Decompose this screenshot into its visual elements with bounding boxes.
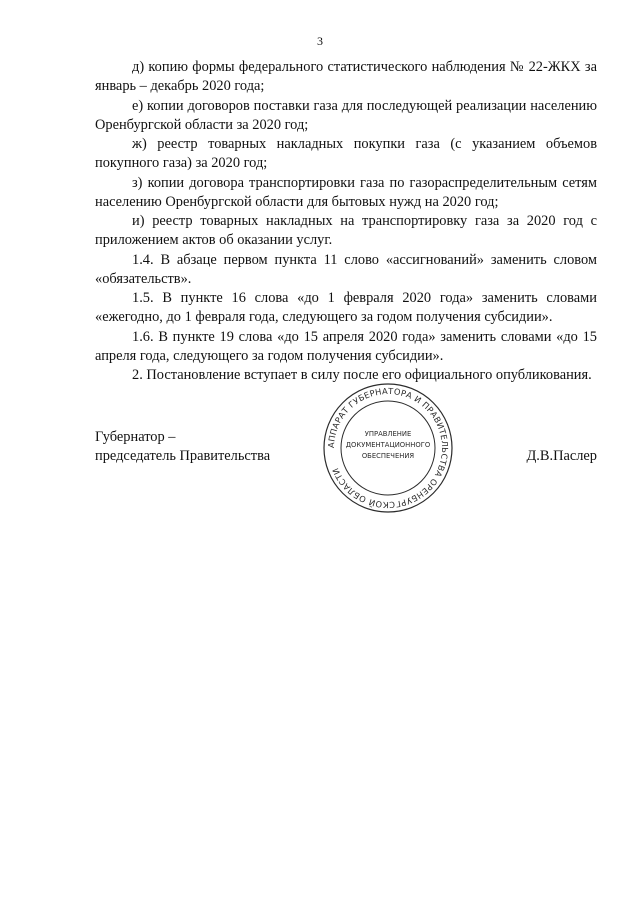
paragraph-e: е) копии договоров поставки газа для последующей реализации населению Оренбургской области за 2020 год; bbox=[95, 97, 597, 133]
page-number: 3 bbox=[317, 34, 323, 48]
paragraph-d: д) копию формы федерального статистического наблюдения № 22-ЖКХ за январь – декабрь 2020 года; bbox=[95, 59, 597, 94]
signatory-title-line1: Губернатор – bbox=[95, 429, 176, 445]
paragraph-1-6: 1.6. В пункте 19 слова «до 15 апреля 2020 года» заменить словами «до 15 апреля года, следующего за годом получения субсидии». bbox=[95, 328, 597, 364]
paragraph-2: 2. Постановление вступает в силу после его официального опубликования. bbox=[132, 367, 592, 383]
official-stamp bbox=[321, 381, 455, 515]
signatory-title-line2: председатель Правительства bbox=[95, 448, 271, 464]
stamp-center-line3: ОБЕСПЕЧЕНИЯ bbox=[361, 452, 415, 460]
paragraph-zh: ж) реестр товарных накладных покупки газа (с указанием объемов покупного газа) за 2020 год; bbox=[95, 136, 597, 171]
paragraph-z: з) копии договора транспортировки газа по газораспределительным сетям населению Оренбургской области для бытовых нужд на 2020 год; bbox=[95, 174, 597, 210]
stamp-center-line1: УПРАВЛЕНИЕ bbox=[364, 430, 412, 438]
signatory-title bbox=[95, 428, 270, 466]
paragraph-i: и) реестр товарных накладных на транспортировку газа за 2020 год с приложением актов об оказании услуг. bbox=[95, 213, 597, 248]
document-body bbox=[95, 58, 597, 386]
paragraph-1-4: 1.4. В абзаце первом пункта 11 слово «ассигнований» заменить словом «обязательств». bbox=[95, 251, 597, 287]
signatory-name: Д.В.Паслер bbox=[526, 448, 597, 464]
paragraph-1-5: 1.5. В пункте 16 слова «до 1 февраля 2020 года» заменить словами «ежегодно, до 1 февраля года, следующего за годом получения субсидии». bbox=[95, 290, 597, 325]
stamp-ring-text: АППАРАТ ГУБЕРНАТОРА И ПРАВИТЕЛЬСТВА ОРЕНБУРГСКОЙ ОБЛАСТИ bbox=[325, 385, 451, 511]
stamp-center-line2: ДОКУМЕНТАЦИОННОГО bbox=[345, 441, 431, 449]
